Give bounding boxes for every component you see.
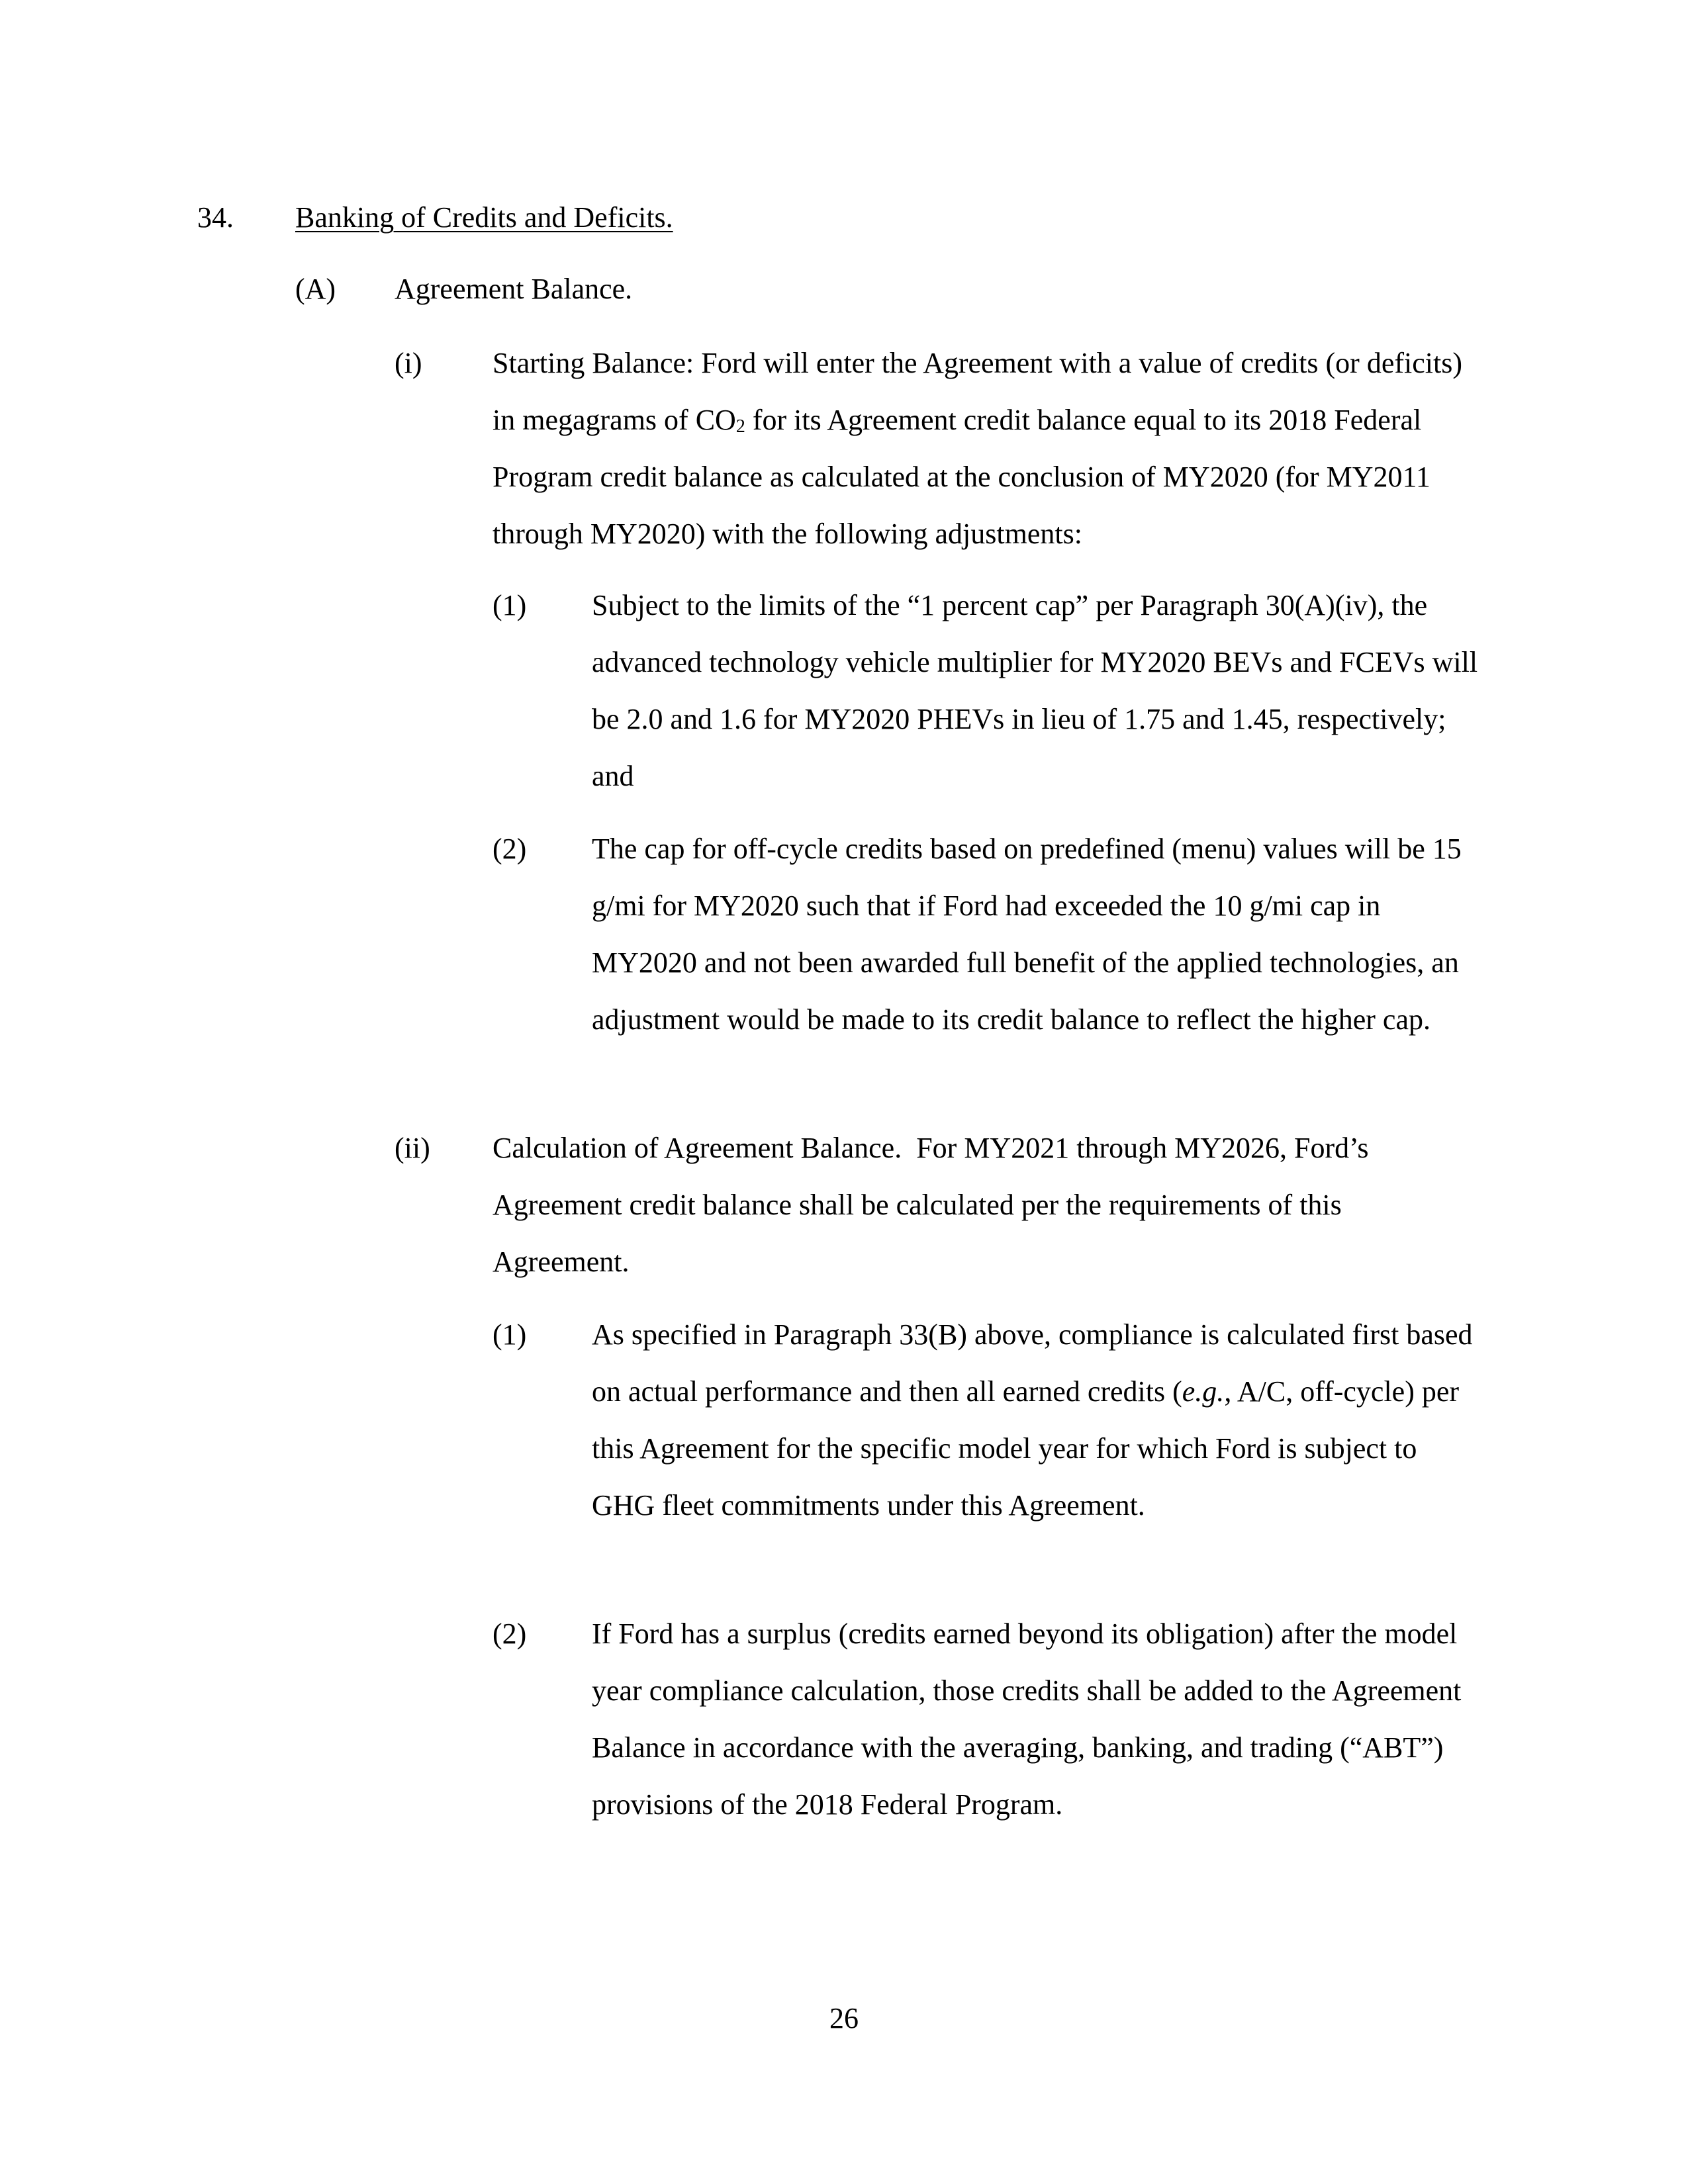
item-ii-sub-2-paragraph: If Ford has a surplus (credits earned beyond its obligation) after the model year compliance calculation, those credits shall be added to the Agreement Balance in accordance with the averaging, banking, and trading (“ABT”) provisions of the 2018 Federal Program. (592, 1617, 1462, 1821)
item-i-sub-2-label: (2) (492, 833, 527, 865)
item-i-sub-1-text (592, 577, 1485, 805)
item-ii-sub-1-label: (1) (492, 1318, 527, 1351)
item-i-sub-2-paragraph: The cap for off-cycle credits based on predefined (menu) values will be 15 g/mi for MY2020 such that if Ford had exceeded the 10 g/mi cap in MY2020 and not been awarded full benefit of the applied technologies, an adjustment would be made to its credit balance to reflect the higher cap. (592, 833, 1462, 1036)
item-i-sub-2-text (592, 821, 1485, 1048)
item-ii-sub-1-text (592, 1306, 1485, 1534)
co2-subscript: 2 (735, 416, 745, 437)
item-ii-sub-1-text-part-1: As specified in Paragraph 33(B) above, compliance is calculated first based on actual performance and then all earned credits ( (592, 1318, 1473, 1408)
item-ii-paragraph: Calculation of Agreement Balance. For MY2021 through MY2026, Ford’s Agreement credit balance shall be calculated per the requirements of this Agreement. (492, 1132, 1375, 1278)
item-i-text (492, 335, 1485, 563)
eg-italic: e.g. (1182, 1375, 1225, 1408)
section-title: Banking of Credits and Deficits. (295, 201, 673, 234)
page-number: 26 (829, 2002, 859, 2034)
section-number: 34. (197, 201, 234, 234)
item-ii-text (492, 1120, 1472, 1291)
item-ii-label: (ii) (395, 1132, 430, 1164)
subsection-a-title: Agreement Balance. (395, 273, 633, 305)
item-ii-sub-1-text-part-2: , A/C, off-cycle) per this Agreement for the specific model year for which Ford is subject to GHG fleet commitments under this Agreement. (592, 1375, 1460, 1522)
subsection-a-label: (A) (295, 273, 336, 305)
item-i-sub-1-paragraph: Subject to the limits of the “1 percent cap” per Paragraph 30(A)(iv), the advanced technology vehicle multiplier for MY2020 BEVs and FCEVs will be 2.0 and 1.6 for MY2020 PHEVs in lieu of 1.75 and 1.45, respectively; and (592, 589, 1478, 792)
item-i-label: (i) (395, 347, 422, 379)
item-i-sub-1-label: (1) (492, 589, 527, 621)
item-i-text-part-2: for its Agreement credit balance equal to its 2018 Federal Program credit balance as calculated at the conclusion of MY2020 (for MY2011 through MY2020) with the following adjustments: (492, 404, 1430, 550)
item-ii-sub-2-label: (2) (492, 1617, 527, 1650)
item-i-text-part-1: Starting Balance: Ford will enter the Agreement with a value of credits (or deficits) in megagrams of CO (492, 347, 1462, 436)
item-ii-sub-2-text (592, 1606, 1485, 1833)
